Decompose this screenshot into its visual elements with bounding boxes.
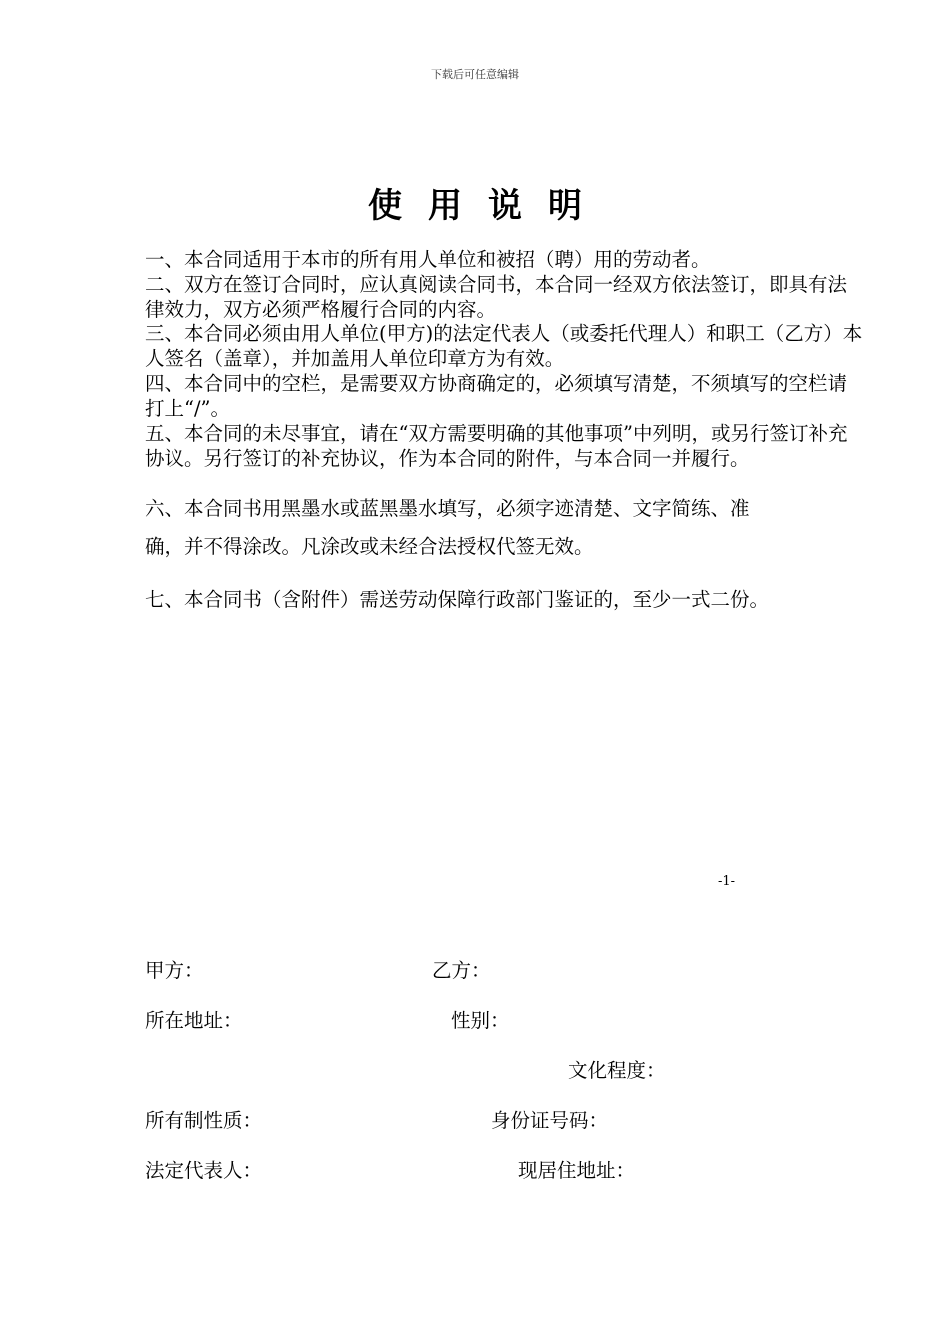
gender-label: 性别： bbox=[451, 1009, 510, 1032]
instruction-4: 四、本合同中的空栏，是需要双方协商确定的，必须填写清楚，不须填写的空栏请打上“/”。 bbox=[145, 372, 848, 420]
instruction-5: 五、本合同的未尽事宜，请在“双方需要明确的其他事项”中列明，或另行签订补充协议。另行签订的补充协议，作为本合同的附件，与本合同一并履行。 bbox=[145, 422, 848, 470]
instruction-2: 二、双方在签订合同时，应认真阅读合同书，本合同一经双方依法签订，即具有法律效力，双方必须严格履行合同的内容。 bbox=[145, 273, 848, 321]
instruction-7: 七、本合同书（含附件）需送劳动保障行政部门鉴证的，至少一式二份。 bbox=[145, 588, 770, 611]
page-title: 使用说明 bbox=[368, 186, 608, 226]
instruction-6-continued-tail: 签无效。 bbox=[515, 535, 594, 558]
current-address-label: 现居住地址： bbox=[518, 1159, 636, 1182]
instruction-1-lead: 一、 bbox=[145, 248, 185, 271]
party-b-label: 乙方： bbox=[432, 959, 491, 982]
legal-representative-label: 法定代表人： bbox=[145, 1159, 263, 1182]
id-number-label: 身份证号码： bbox=[491, 1109, 609, 1132]
instruction-1-text: 本合同适用于本市的所有用人单位和被招（聘）用的劳动者。 bbox=[184, 248, 711, 271]
instruction-6-continued bbox=[145, 535, 865, 560]
party-a-label: 甲方： bbox=[145, 959, 204, 982]
address-label: 所在地址： bbox=[145, 1009, 243, 1032]
header-note: 下载后可任意编辑 bbox=[431, 68, 519, 81]
instruction-6-continued-text: 确，并不得涂改。凡涂改或未经合法授权代 bbox=[145, 535, 516, 558]
instruction-6: 六、本合同书用黑墨水或蓝黑墨水填写，必须字迹清楚、文字简练、准 bbox=[145, 497, 750, 520]
page-number: -1- bbox=[718, 874, 736, 889]
ownership-label: 所有制性质： bbox=[145, 1109, 263, 1132]
education-label: 文化程度： bbox=[568, 1059, 666, 1082]
instruction-1 bbox=[145, 248, 865, 273]
instruction-3: 三、本合同必须由用人单位(甲方)的法定代表人（或委托代理人）和职工（乙方）本人签名（盖章），并加盖用人单位印章方为有效。 bbox=[145, 322, 863, 370]
